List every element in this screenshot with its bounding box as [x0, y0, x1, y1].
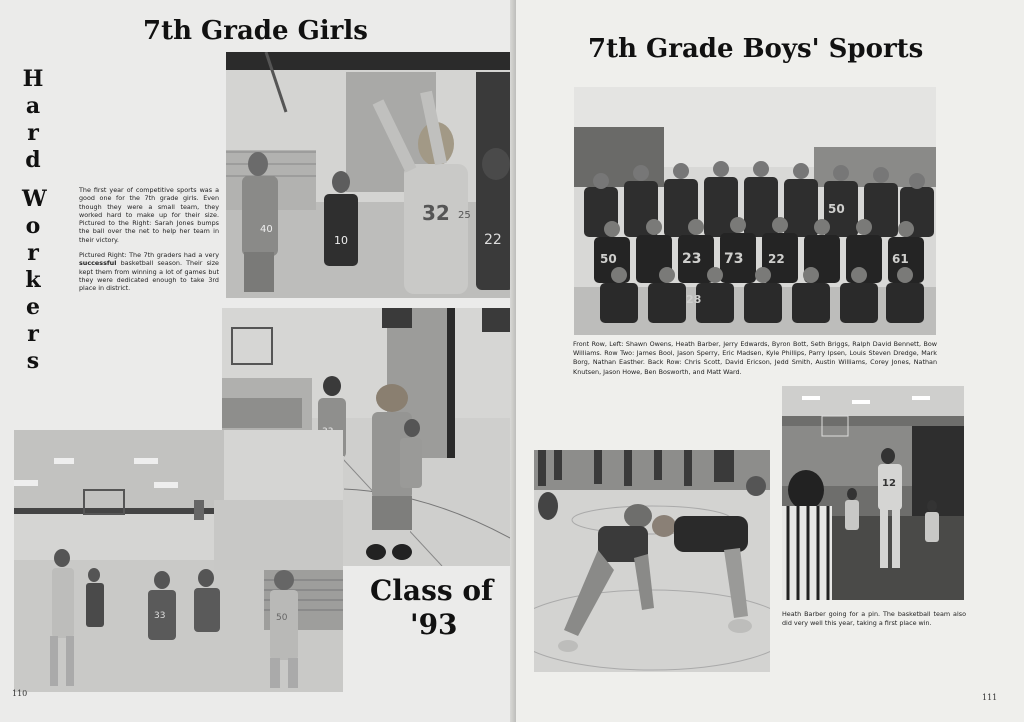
right-page: [516, 0, 1024, 722]
body-paragraph: The first year of competitive sports was a good one for the 7th grade girls. Even though they were a small team, they worked hard to make up for their size. Pictured to the Right: Sarah Jones bumps the ball over the net to help her team in their victory.: [79, 186, 219, 244]
heading-letter: r: [27, 120, 39, 146]
jersey-number: 22: [484, 232, 502, 248]
heading-letter: H: [22, 66, 44, 92]
girls-page-title: 7th Grade Girls: [143, 16, 368, 46]
heading-letter: s: [26, 348, 40, 374]
jersey-number: 25: [458, 210, 471, 221]
team-photo: [574, 87, 936, 335]
body-paragraph: Pictured Right: The 7th graders had a very successful basketball season. Their size kept them from winning a lot of games but they were dedicated enough to take 3rd place in district.: [79, 251, 219, 293]
jersey-number: 40: [260, 224, 273, 235]
basketball-gym-photo: [14, 430, 343, 692]
jersey-number: 61: [892, 252, 909, 266]
heading-letter: W: [22, 186, 47, 212]
jersey-number: 28: [686, 293, 702, 306]
basketball-photo-right: [782, 386, 964, 600]
class-of-93-heading: [370, 574, 493, 642]
class-line: Class of: [370, 574, 494, 607]
jersey-number: 10: [334, 234, 348, 247]
class-year: '93: [410, 608, 458, 641]
jersey-number: 73: [724, 251, 744, 267]
heading-letter: d: [25, 147, 41, 173]
wrestling-photo: [534, 450, 770, 672]
wrestling-photo-caption: Heath Barber going for a pin. The basketball team also did very well this year, taking a first place win.: [782, 610, 966, 628]
hard-workers-vertical-heading: [22, 66, 47, 375]
heading-letter: o: [25, 213, 41, 239]
heading-letter: r: [27, 321, 39, 347]
heading-letter: a: [25, 93, 41, 119]
page-number-left: 110: [12, 689, 28, 698]
jersey-number: 50: [828, 202, 845, 216]
jersey-number: 32: [422, 201, 450, 225]
page-number-right: 111: [982, 693, 998, 702]
team-photo-caption: Front Row, Left: Shawn Owens, Heath Barber, Jerry Edwards, Byron Bott, Seth Briggs, Ralph David Bennett, Bow Williams. Row Two: James Bool, Jason Sperry, Eric Madsen, Kyle Phillips, Parry Ipsen, Louis Steven Dredge, Mark Borg, Nathan Easther. Back Row: Chris Scott, David Ericson, Jedd Smith, Austin Williams, Corey Jones, Nathan Knutsen, Jason Howe, Ben Bosworth, and Matt Ward.: [573, 340, 937, 376]
heading-letter: r: [27, 240, 39, 266]
jersey-number: 23: [682, 251, 702, 267]
jersey-number: 22: [768, 252, 785, 266]
jersey-number: 12: [882, 478, 896, 489]
heading-letter: k: [25, 267, 41, 293]
heading-letter: e: [26, 294, 40, 320]
boys-page-title: 7th Grade Boys' Sports: [588, 34, 924, 64]
jersey-number: 33: [154, 611, 166, 621]
girls-body-text: [79, 186, 219, 293]
volleyball-photo: [226, 52, 514, 298]
jersey-number: 50: [276, 613, 288, 623]
jersey-number: 50: [600, 252, 617, 266]
